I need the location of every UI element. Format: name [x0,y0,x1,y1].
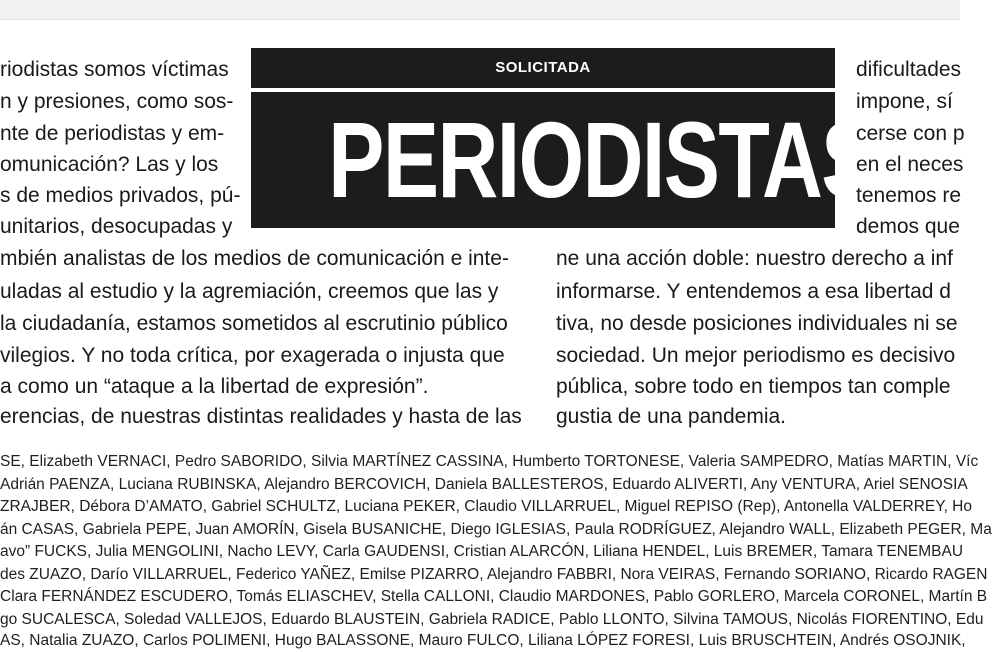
signature-line: go SUCALESCA, Soledad VALLEJOS, Eduardo BLAUSTEIN, Gabriela RADICE, Pablo LLONTO, Silvina TAMOUS, Nicolás FIORENTINO, Edu [0,611,984,628]
paragraph-left-line: a como un “ataque a la libertad de expresión”. [0,375,429,398]
left-column-line: omunicación? Las y los [0,153,219,176]
paragraph-right-line: sociedad. Un mejor periodismo es decisivo [556,344,956,367]
left-column-line: nte de periodistas y em- [0,122,225,145]
paragraph-right-line: pública, sobre todo en tiempos tan comple [556,375,951,398]
top-toolbar-strip [0,0,960,20]
left-column-line: s de medios privados, pú- [0,184,241,207]
paragraph-right-line: informarse. Y entendemos a esa libertad d [556,280,951,303]
left-column-line: riodistas somos víctimas [0,58,229,81]
banner-title-box [251,92,876,228]
right-column-line: impone, sí [856,90,953,113]
signature-line: avo” FUCKS, Julia MENGOLINI, Nacho LEVY, Carla GAUDENSI, Cristian ALARCÓN, Liliana HENDEL, Luis BREMER, Tamara TENEMBAU [0,543,964,560]
left-column-line: unitarios, desocupadas y [0,215,233,238]
signature-line: AS, Natalia ZUAZO, Carlos POLIMENI, Hugo BALASSONE, Mauro FULCO, Liliana LÓPEZ FORESI, Luis BRUSCHTEIN, Andrés OSOJNIK, [0,632,966,649]
banner-kicker: SOLICITADA [251,48,835,88]
paragraph-left-line: erencias, de nuestras distintas realidades y hasta de las [0,405,522,428]
right-column-line: demos que [856,215,960,238]
paragraph-left-line: uladas al estudio y la agremiación, creemos que las y [0,280,499,303]
signature-line: SE, Elizabeth VERNACI, Pedro SABORIDO, Silvia MARTÍNEZ CASSINA, Humberto TORTONESE, Valeria SAMPEDRO, Matías MARTIN, Víc [0,453,979,470]
signature-line: Clara FERNÁNDEZ ESCUDERO, Tomás ELIASCHEV, Stella CALLONI, Claudio MARDONES, Pablo GORLERO, Marcela CORONEL, Martín B [0,588,988,605]
right-column-line: cerse con p [856,122,965,145]
paragraph-right-line: ne una acción doble: nuestro derecho a inf [556,247,953,270]
paragraph-left-line: la ciudadanía, estamos sometidos al escrutinio público [0,312,508,335]
paragraph-left-line: vilegios. Y no toda crítica, por exagerada o injusta que [0,344,505,367]
signature-line: des ZUAZO, Darío VILLARRUEL, Federico YAÑEZ, Emilse PIZARRO, Alejandro FABBRI, Nora VEIRAS, Fernando SORIANO, Ricardo RAGEN [0,566,988,583]
paragraph-left-line: mbién analistas de los medios de comunicación e inte- [0,247,509,270]
signature-line: án CASAS, Gabriela PEPE, Juan AMORÍN, Gisela BUSANICHE, Diego IGLESIAS, Paula RODRÍGUEZ, Alejandro WALL, Elizabeth PEGER, Ma [0,521,992,538]
paragraph-right-line: gustia de una pandemia. [556,405,787,428]
signature-line: ZRAJBER, Débora D’AMATO, Gabriel SCHULTZ, Luciana PEKER, Claudio VILLARRUEL, Miguel REPISO (Rep), Antonella VALDERREY, Ho [0,498,972,515]
headline-banner [251,48,876,228]
banner-title: PERIODISTAS [328,99,876,220]
right-column-line: tenemos re [856,184,962,207]
right-column-line: en el neces [856,153,964,176]
paragraph-right-line: tiva, no desde posiciones individuales ni se [556,312,958,335]
signature-line: Adrián PAENZA, Luciana RUBINSKA, Alejandro BERCOVICH, Daniela BALLESTEROS, Eduardo ALIVERTI, Any VENTURA, Ariel SENOSIA [0,476,968,493]
right-column-line: dificultades [856,58,962,81]
left-column-line: n y presiones, como sos- [0,90,234,113]
